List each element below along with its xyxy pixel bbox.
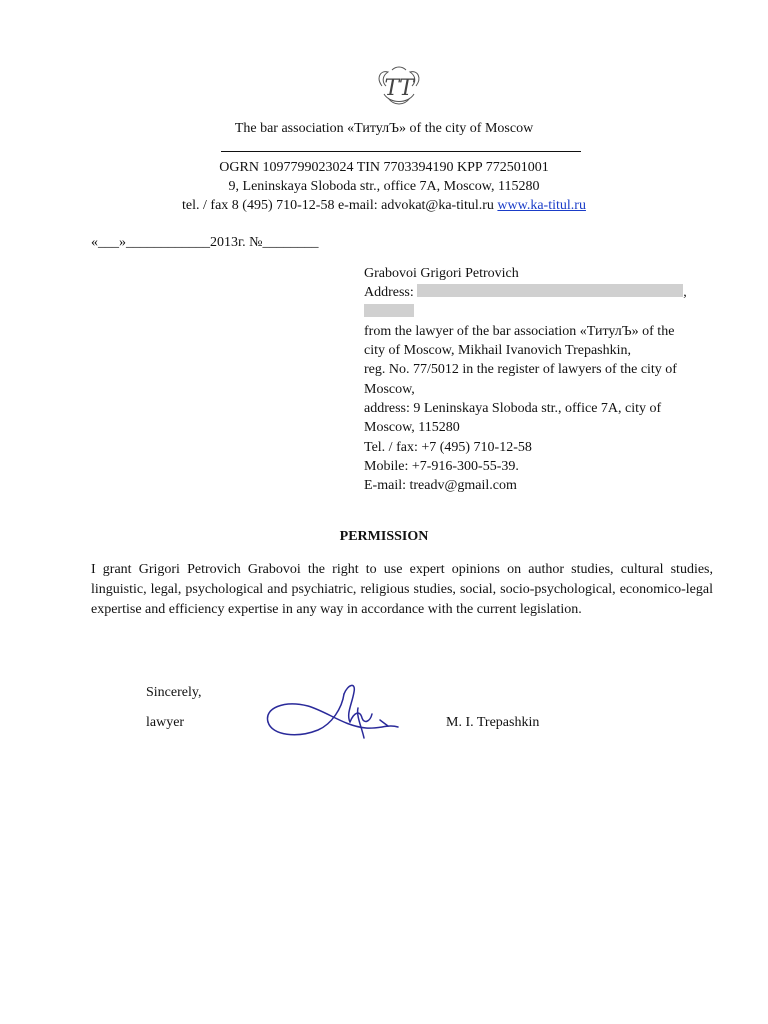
- redacted-address: [417, 284, 683, 297]
- sender-line: address: 9 Leninskaya Sloboda str., office 7A, city of: [364, 401, 662, 417]
- recipient-block: [364, 264, 724, 496]
- org-title: The bar association «ТитулЪ» of the city of Moscow: [234, 121, 534, 136]
- permission-body: I grant Grigori Petrovich Grabovoi the right to use expert opinions on author studies, cultural studies, linguistic, legal, psychological and psychiatric, religious studies, social, socio-psychological, economico-legal expertise and efficiency expertise in any way in accordance with the current legislation.: [91, 562, 713, 617]
- signer-name: M. I. Trepashkin: [446, 715, 540, 730]
- org-contact-text: tel. / fax 8 (495) 710-12-58 e-mail: advokat@ka-titul.ru: [182, 198, 498, 213]
- logo-monogram: ТТ: [384, 76, 414, 101]
- sender-line: Tel. / fax: +7 (495) 710-12-58: [364, 439, 532, 455]
- date-number-line: «___»____________2013г. №________: [91, 235, 319, 250]
- sender-line: Moscow, 115280: [364, 420, 460, 436]
- sender-line: Mobile: +7-916-300-55-39.: [364, 458, 519, 474]
- org-registration: OGRN 1097799023024 TIN 7703394190 KPP 772501001: [219, 160, 549, 175]
- sender-line: from the lawyer of the bar association «ТитулЪ» of the: [364, 323, 675, 339]
- sender-line: reg. No. 77/5012 in the register of lawyers of the city of: [364, 362, 677, 378]
- address-label: Address:: [364, 285, 414, 301]
- document-heading: PERMISSION: [339, 529, 429, 544]
- header-divider: [221, 151, 581, 152]
- address-tail: ,: [683, 285, 687, 301]
- recipient-address: [364, 283, 724, 302]
- sender-line: E-mail: treadv@gmail.com: [364, 478, 517, 494]
- website-link[interactable]: www.ka-titul.ru: [497, 198, 586, 213]
- handwritten-signature: [262, 672, 402, 750]
- redacted-address-2: [364, 304, 414, 317]
- recipient-name: Grabovoi Grigori Petrovich: [364, 266, 519, 281]
- org-contact: [0, 196, 768, 216]
- association-logo: [372, 64, 426, 108]
- sender-line: city of Moscow, Mikhail Ivanovich Trepashkin,: [364, 343, 632, 359]
- sender-line: Moscow,: [364, 381, 415, 397]
- org-address: 9, Leninskaya Sloboda str., office 7A, Moscow, 115280: [228, 179, 540, 194]
- signer-position: lawyer: [146, 715, 185, 730]
- closing-phrase: Sincerely,: [146, 685, 202, 700]
- recipient-address-line-2: [364, 303, 724, 322]
